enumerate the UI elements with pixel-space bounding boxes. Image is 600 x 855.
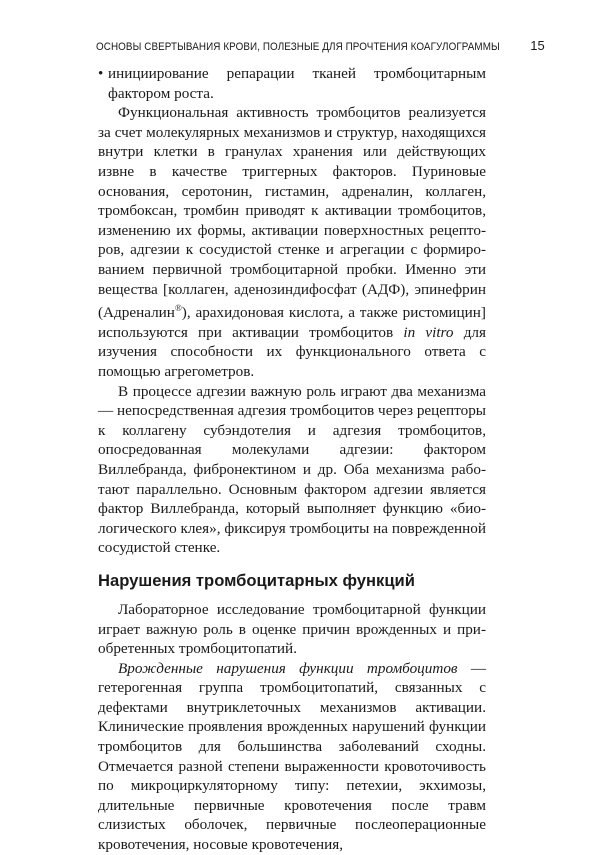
paragraph-adhesion: В процессе адгезии важную роль играют два механизма — непосредственная адгезия тромбоцитов через рецепторы к коллагену субэндотелия и адгезия тромбоцитов, опосредованная молекулами адгезии: фактором Виллебранда, фибронектином и др. Оба механизма работают параллельно. Основным фактором адгезии является фактор Виллебранда, который выполняет функцию «биологического клея», фиксируя тромбоциты на поврежденной сосудистой стенке. bbox=[98, 382, 486, 557]
running-head: ОСНОВЫ СВЕРТЫВАНИЯ КРОВИ, ПОЛЕЗНЫЕ ДЛЯ ПРОЧТЕНИЯ КОАГУЛОГРАММЫ bbox=[96, 41, 500, 53]
paragraph-platelet-activity bbox=[98, 103, 486, 381]
paragraph-lab-study: Лабораторное исследование тромбоцитарной функции играет важную роль в оценке причин врожденных и приобретенных тромбоцитопатий. bbox=[98, 600, 486, 658]
paragraph-text: Функциональная активность тромбоцитов реализуется за счет молекулярных механизмов и структур, находящихся внутри клетки в гранулах хранения или действующих извне в качестве триггерных факторов. Пуриновые основания, серотонин, гистамин, адреналин, коллаген, тромбоксан, тромбин приводят к активации тромбоцитов, изменению их формы, активации поверхностных рецепторов, адгезии к сосудистой стенке и агрегации с формированием первичной тромбоцитарной пробки. Именно эти вещества [коллаген, аденозиндифосфат (АДФ), эпинефрин (Адреналин bbox=[98, 104, 486, 322]
page-number: 15 bbox=[530, 38, 545, 53]
bullet-mark: • bbox=[98, 65, 104, 82]
page-header bbox=[96, 38, 545, 53]
paragraph-text: ), арахидоновая кислота, а также ристомицин] используются при активации тромбоцитов bbox=[98, 304, 486, 341]
in-vitro-term: in vitro bbox=[403, 323, 454, 341]
bullet-text: инициирование репарации тканей тромбоцитарным фактором роста. bbox=[108, 65, 486, 102]
paragraph-text: для изучения способности их функционального ответа с помощью агрегометров. bbox=[98, 323, 487, 380]
section-heading: Нарушения тромбоцитарных функций bbox=[98, 570, 415, 590]
body-text bbox=[98, 64, 486, 855]
italic-term: Врожденные нарушения функции тромбоцитов bbox=[118, 659, 458, 677]
registered-mark: ® bbox=[174, 303, 182, 314]
bullet-item bbox=[98, 64, 486, 103]
paragraph-congenital-disorders bbox=[98, 659, 486, 855]
paragraph-text: — гетерогенная группа тромбоцитопатий, связанных с дефектами внутриклеточных механизмов активации. Клинические проявления врожденных нарушений функции тромбоцитов для большинства заболеваний сходны. Отмечается разной степени выраженности кровоточивость по микроциркуляторному типу: петехии, экхимозы, длительные первичные кровотечения после травм слизистых оболочек, первичные послеоперационные кровотечения, носовые кровотечения, bbox=[98, 659, 487, 854]
